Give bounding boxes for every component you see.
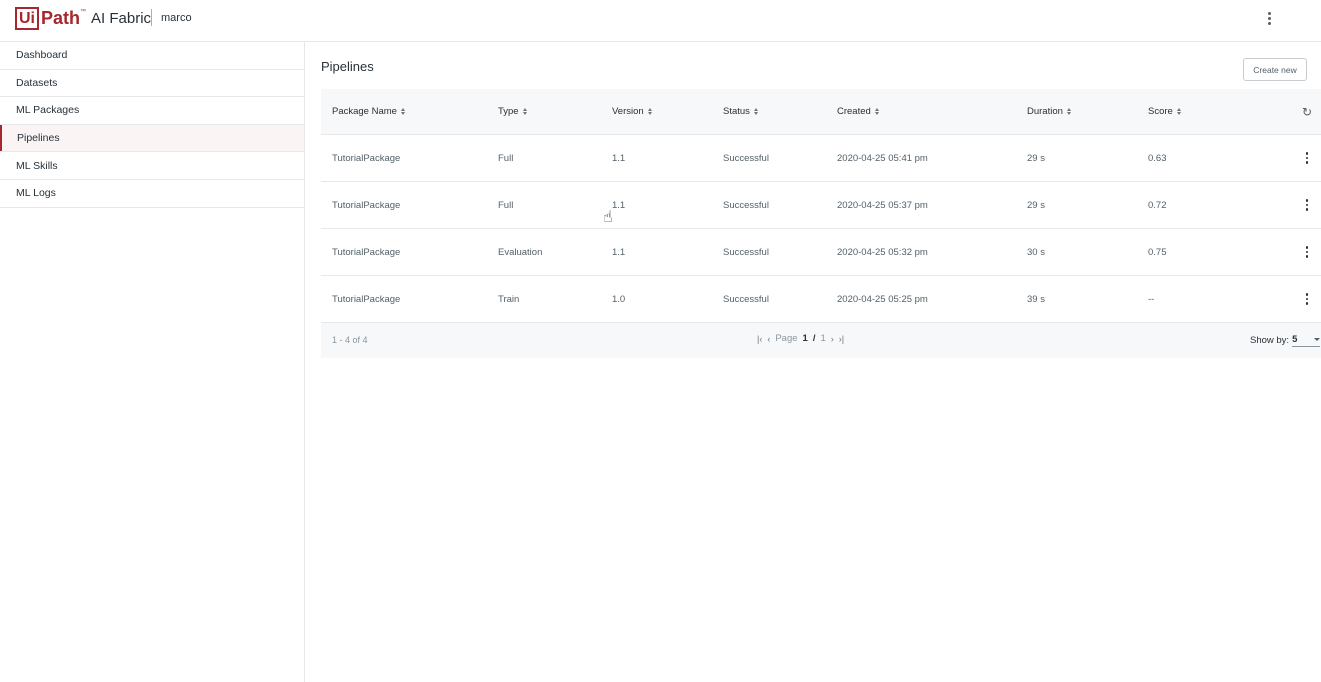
pagination — [757, 333, 844, 344]
sidebar — [0, 42, 305, 682]
cell-created: 2020-04-25 05:37 pm — [837, 199, 928, 211]
sort-icon — [401, 108, 405, 115]
sidebar-item-dashboard[interactable]: Dashboard — [0, 42, 304, 70]
tenant-name[interactable]: marco — [161, 12, 192, 24]
hand-cursor-icon: ☝ — [603, 209, 613, 226]
cell-duration: 30 s — [1027, 246, 1045, 258]
next-page-icon[interactable]: › — [830, 333, 834, 344]
sidebar-item-ml-skills[interactable]: ML Skills — [0, 152, 304, 180]
logo-trademark: ™ — [80, 9, 87, 15]
table-header — [321, 89, 1321, 135]
logo-path: Path — [41, 7, 81, 28]
product-name: AI Fabric — [91, 9, 152, 27]
cell-duration: 29 s — [1027, 199, 1045, 211]
total-pages: 1 — [820, 333, 826, 344]
cell-package-name: TutorialPackage — [332, 152, 401, 164]
column-header-duration[interactable]: Duration — [1027, 89, 1071, 134]
cell-score: 0.72 — [1148, 199, 1167, 211]
refresh-icon[interactable]: ↻ — [1301, 104, 1313, 119]
current-page[interactable]: 1 — [802, 333, 808, 344]
column-header-status[interactable]: Status — [723, 89, 758, 134]
pipelines-table — [321, 89, 1321, 358]
cell-version: 1.0 — [612, 293, 626, 305]
first-page-icon[interactable]: |‹ — [757, 333, 763, 344]
sidebar-item-pipelines[interactable]: Pipelines — [0, 125, 304, 153]
row-more-icon[interactable] — [1299, 229, 1315, 275]
cell-score: 0.63 — [1148, 152, 1167, 164]
show-by-value: 5 — [1292, 334, 1298, 345]
main-content — [321, 42, 1321, 682]
cell-score: -- — [1148, 293, 1155, 305]
page-label: Page — [775, 333, 798, 344]
sort-icon — [1177, 108, 1181, 115]
sort-icon — [875, 108, 879, 115]
show-by — [1250, 334, 1320, 347]
top-bar — [0, 0, 1321, 42]
cell-version: 1.1 — [612, 246, 626, 258]
create-new-button[interactable]: Create new — [1243, 58, 1307, 81]
cell-version: 1.1 — [612, 152, 626, 164]
cell-created: 2020-04-25 05:41 pm — [837, 152, 928, 164]
last-page-icon[interactable]: ›| — [838, 333, 845, 344]
table-row[interactable] — [321, 182, 1321, 229]
cell-status: Successful — [723, 293, 769, 305]
column-header-version[interactable]: Version — [612, 89, 652, 134]
column-header-type[interactable]: Type — [498, 89, 527, 134]
previous-page-icon[interactable]: ‹ — [767, 333, 771, 344]
row-range: 1 - 4 of 4 — [332, 335, 368, 345]
table-footer — [321, 323, 1321, 358]
column-header-score[interactable]: Score — [1148, 89, 1181, 134]
column-header-created[interactable]: Created — [837, 89, 879, 134]
cell-created: 2020-04-25 05:25 pm — [837, 293, 928, 305]
table-row[interactable] — [321, 276, 1321, 323]
cell-status: Successful — [723, 152, 769, 164]
row-more-icon[interactable] — [1299, 135, 1315, 181]
cell-status: Successful — [723, 199, 769, 211]
cell-duration: 29 s — [1027, 152, 1045, 164]
sidebar-item-ml-logs[interactable]: ML Logs — [0, 180, 304, 208]
chevron-down-icon — [1314, 338, 1320, 341]
show-by-label: Show by: — [1250, 335, 1290, 346]
header-divider — [151, 9, 152, 26]
cell-version: 1.1 — [612, 199, 626, 211]
uipath-logo[interactable] — [15, 6, 151, 30]
cell-type: Full — [498, 199, 514, 211]
cell-type: Full — [498, 152, 514, 164]
row-more-icon[interactable] — [1299, 182, 1315, 228]
table-row[interactable] — [321, 229, 1321, 276]
cell-score: 0.75 — [1148, 246, 1167, 258]
cell-type: Train — [498, 293, 520, 305]
sort-icon — [523, 108, 527, 115]
sort-icon — [754, 108, 758, 115]
logo-box: Ui — [15, 7, 39, 30]
cell-status: Successful — [723, 246, 769, 258]
cell-created: 2020-04-25 05:32 pm — [837, 246, 928, 258]
column-header-package-name[interactable]: Package Name — [332, 89, 405, 134]
sidebar-item-ml-packages[interactable]: ML Packages — [0, 97, 304, 125]
row-more-icon[interactable] — [1299, 276, 1315, 322]
sort-icon — [648, 108, 652, 115]
cell-package-name: TutorialPackage — [332, 199, 401, 211]
sort-icon — [1067, 108, 1071, 115]
page-title: Pipelines — [321, 59, 374, 74]
show-by-select[interactable] — [1292, 334, 1320, 347]
cell-duration: 39 s — [1027, 293, 1045, 305]
table-row[interactable] — [321, 135, 1321, 182]
cell-package-name: TutorialPackage — [332, 246, 401, 258]
page-separator: / — [812, 333, 816, 344]
sidebar-item-datasets[interactable]: Datasets — [0, 70, 304, 98]
more-options-icon[interactable] — [1262, 10, 1276, 26]
cell-type: Evaluation — [498, 246, 543, 258]
cell-package-name: TutorialPackage — [332, 293, 401, 305]
